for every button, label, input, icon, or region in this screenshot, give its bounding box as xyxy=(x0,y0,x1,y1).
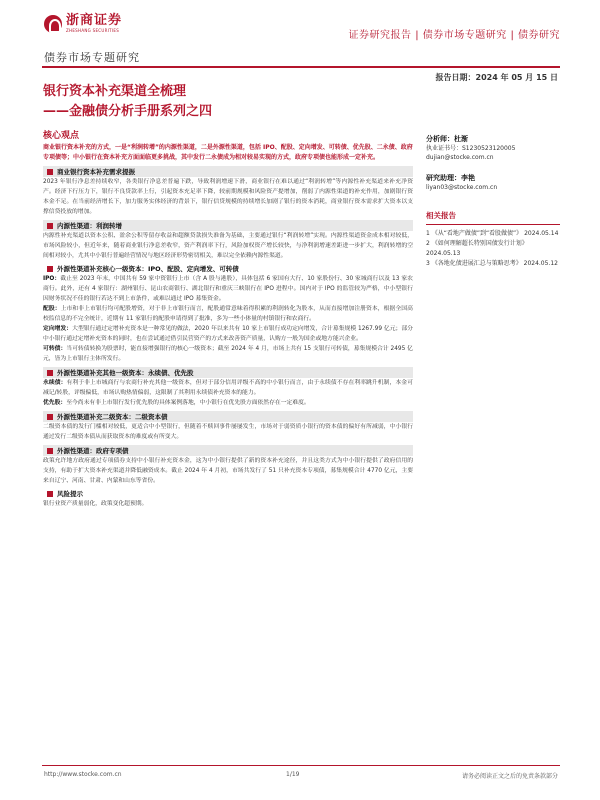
term-label: 配股： xyxy=(43,306,61,312)
header-divider xyxy=(42,66,560,68)
analyst-label: 分析师： xyxy=(426,135,454,143)
assistant-name: 李艳 xyxy=(461,174,475,182)
section-text: 银行业资产质量弱化，政策变化超预期。 xyxy=(43,501,148,507)
footer-disclaimer: 请务必阅读正文之后的免责条款部分 xyxy=(461,773,558,780)
section-risk xyxy=(43,488,413,499)
paragraph-body: 截止至 2023 年末，中国共有 59 家中资银行上市（含 A 股与港股），具体包括 6 家国有大行、10 家股份行、30 家城商行以及 13 家农商行。此外，还有 4 家银行：湖州银行、昆山农商银行、湖北银行和重庆三峡银行在 IPO 进程中。国内对于 IPO 的监管较为严格，中小型银行因财务状况不佳的银行若达不到上市条件，或难以通过 IPO 募集资金。 xyxy=(43,276,413,302)
company-logo xyxy=(44,14,122,34)
report-category: 证券研究报告 | 债券市场专题研究 | 债券研究 xyxy=(348,30,560,41)
report-header xyxy=(0,0,600,42)
section-title: 风险提示 xyxy=(57,490,83,498)
section-text: 二级资本债的发行门槛相对较低，更适合中小型银行，但随着不赎回事件屡屡发生，市场对于弱资质小银行的资本债的偏好有所减弱，中小银行通过发行二级资本债从而获取资本的难度或有所变大。 xyxy=(43,424,413,440)
paragraph-body: 有利于非上市城商行与农商行补充其他一级资本，但对于部分信用评级不高的中小银行而言，由于永续债不存在利率跳升机制，本金可减记/转股，评级偏低，市场认购热情偏弱，这限制了其利用永续债补充资本的能力。 xyxy=(43,380,413,396)
section-internal-channel xyxy=(43,220,413,231)
term-label: IPO： xyxy=(43,276,61,282)
paragraph-ipo xyxy=(43,274,413,304)
analyst-license: 执业证书号：S1230523120005 xyxy=(426,145,516,152)
term-label: 优先股： xyxy=(43,400,67,406)
term-label: 定向增发： xyxy=(43,326,73,332)
bullet-square-icon xyxy=(47,169,53,175)
section-title: 商业银行资本补充需求提振 xyxy=(57,168,135,176)
date-value: 2024 年 05 月 15 日 xyxy=(475,73,558,82)
report-subtitle: ——金融债分析手册系列之四 xyxy=(43,104,213,119)
related-report-item[interactable]: 3 《各地化债进展汇总与策略思考》 2024.05.12 xyxy=(426,260,558,267)
analyst-name: 杜渐 xyxy=(454,135,468,143)
section-capital-demand xyxy=(43,166,413,177)
logo-icon xyxy=(44,15,62,33)
paragraph-perpetual-bond xyxy=(43,378,413,398)
section-text: 2023 年银行净息差持续收窄，各类银行净息差普遍下跌，导致利润增速下滑，商业银行在难以通过“利润转增”等内源性补充渠道来补充净资产。经济下行压力下，银行不良贷款率上行，引起资本充足率下降，较前期规模和风险资产提增加，削弱了内源性渠道的补充作用，加剧银行资本金不足。在当前经济增长下，加力服务实体经济的背景下，银行信贷规模的持续增长加剧了银行的资本消耗，商业银行资本需求扩大资本以支撑信贷投放的增加。 xyxy=(43,179,413,215)
bullet-square-icon xyxy=(47,414,53,420)
main-content xyxy=(43,128,413,509)
term-label: 可转债： xyxy=(43,346,67,352)
footer-website-link[interactable]: http://www.stocke.com.cn xyxy=(44,771,122,778)
related-reports-title: 相关报告 xyxy=(426,211,456,220)
bullet-square-icon xyxy=(47,491,53,497)
bullet-square-icon xyxy=(47,370,53,376)
bullet-square-icon xyxy=(47,448,53,454)
logo-cn-text: 浙商证券 xyxy=(66,13,123,28)
section-tier2 xyxy=(43,411,413,422)
section-title: 外源性渠道：政府专项债 xyxy=(57,447,129,455)
paragraph-rights-issue xyxy=(43,304,413,324)
bullet-square-icon xyxy=(47,223,53,229)
report-title: 银行资本补充渠道全梳理 xyxy=(43,84,187,99)
section-title: 外源性渠道补充核心一级资本：IPO、配股、定向增发、可转债 xyxy=(57,265,239,273)
logo-en-text: ZHESHANG SECURITIES xyxy=(66,28,120,33)
related-divider xyxy=(426,224,560,225)
section-title: 内源性渠道：利润转增 xyxy=(57,222,122,230)
paragraph-private-placement xyxy=(43,324,413,344)
related-report-item[interactable]: 1 《从“看地产做债”到“看股做债”》 2024.05.14 xyxy=(426,230,559,237)
paragraph-body: 当可转债转换为股票时，能直接增强银行的核心一级资本；截至 2024 年 4 月，市场上共有 15 支银行可转债，募集规模合计 2495 亿元，皆为上市银行主体所发行。 xyxy=(43,346,413,362)
summary-text: 商业银行资本补充的方式，一是“利润转增”的内源性渠道，二是外源性渠道，包括 IPO、配股、定向增发、可转债、优先股、二永债、政府专项债等；中小银行在资本补充方面面临更多挑战，其中发行二永债成为相对较易实现的方式，政府专项债也能形成一定补充。 xyxy=(43,144,413,161)
sidebar xyxy=(426,134,560,269)
date-label: 报告日期： xyxy=(435,73,476,82)
document-type: 债券市场专题研究 xyxy=(44,51,140,64)
section-other-tier1 xyxy=(43,367,413,378)
footer-divider xyxy=(42,765,560,766)
analyst-heading xyxy=(426,134,560,144)
paragraph-body: 上市和非上市银行均可配股增资，对于非上市银行而言，配股通常意味着得积累的利润转化为股本，从而直接增加注册资本，根据全国高校监信息的不完全统计，近期有 11 家银行的配股申请得到了批准，多为一些小体量的村镇银行和农商行。 xyxy=(43,306,413,322)
section-text: 内源性补充渠道以资本公积、盈余公积等留存收益和超额贷款损失准备为基础，主要通过银行“利润转增”实现。内源性渠道资金成本相对较低，市场风险较小，但近年来，随着商业银行净息差收窄，资产利润率下行，风险加权资产增长较快，与净利润增速差距进一步扩大，利润转增的空间相对较小，尤其中小银行普遍经营情况与地区经济形势密切相关，难以完全依赖内源性渠道。 xyxy=(43,233,413,259)
paragraph-convertible xyxy=(43,344,413,364)
paragraph-body: 大型银行通过定增补充资本是一种常见的做法，2020 年以来共有 10 家上市银行成功定向增发，合计募集规模 1267.99 亿元；部分中小银行通过定增补充资本的同时，也在尝试通过借引民营资产的方式来改善资产质量，认购方一般为国企或地方能兴企业。 xyxy=(43,326,413,342)
related-report-item[interactable]: 2 《如何理解超长特别国债发行计划》 2024.05.13 xyxy=(426,240,528,257)
summary-label: 核心观点 xyxy=(43,131,80,141)
page-number: 1/19 xyxy=(286,771,300,778)
assistant-email[interactable]: liyan03@stocke.com.cn xyxy=(426,184,498,191)
section-title: 外源性渠道补充其他一级资本：永续债、优先股 xyxy=(57,369,194,377)
assistant-heading xyxy=(426,173,560,183)
paragraph-preferred-stock xyxy=(43,398,413,408)
section-text: 政策允许地方政府通过专项债券支持中小银行补充资本金，这为中小银行提供了新的资本补充途径，并且这类方式为中小银行提供了政府信用的支持，有助于扩大资本补充渠道并降低融资成本。截止 2024 年 4 月初，市场共发行了 51 只补充资本专项债，募集规模合计 4770 亿元，主要来自辽宁、河南、甘肃、内蒙和山东等省份。 xyxy=(43,458,413,484)
bullet-square-icon xyxy=(47,266,53,272)
analyst-email[interactable]: dujian@stocke.com.cn xyxy=(426,154,494,161)
section-special-bond xyxy=(43,445,413,456)
paragraph-body: 至今尚未有非上市银行发行优先股的具体案例落地，中小银行在优先股方面依然存在一定难度。 xyxy=(66,400,310,406)
assistant-label: 研究助理： xyxy=(426,174,461,182)
section-core-tier1 xyxy=(43,263,413,274)
report-date xyxy=(436,72,558,83)
section-title: 外源性渠道补充二级资本：二级资本债 xyxy=(57,413,168,421)
term-label: 永续债： xyxy=(43,380,67,386)
